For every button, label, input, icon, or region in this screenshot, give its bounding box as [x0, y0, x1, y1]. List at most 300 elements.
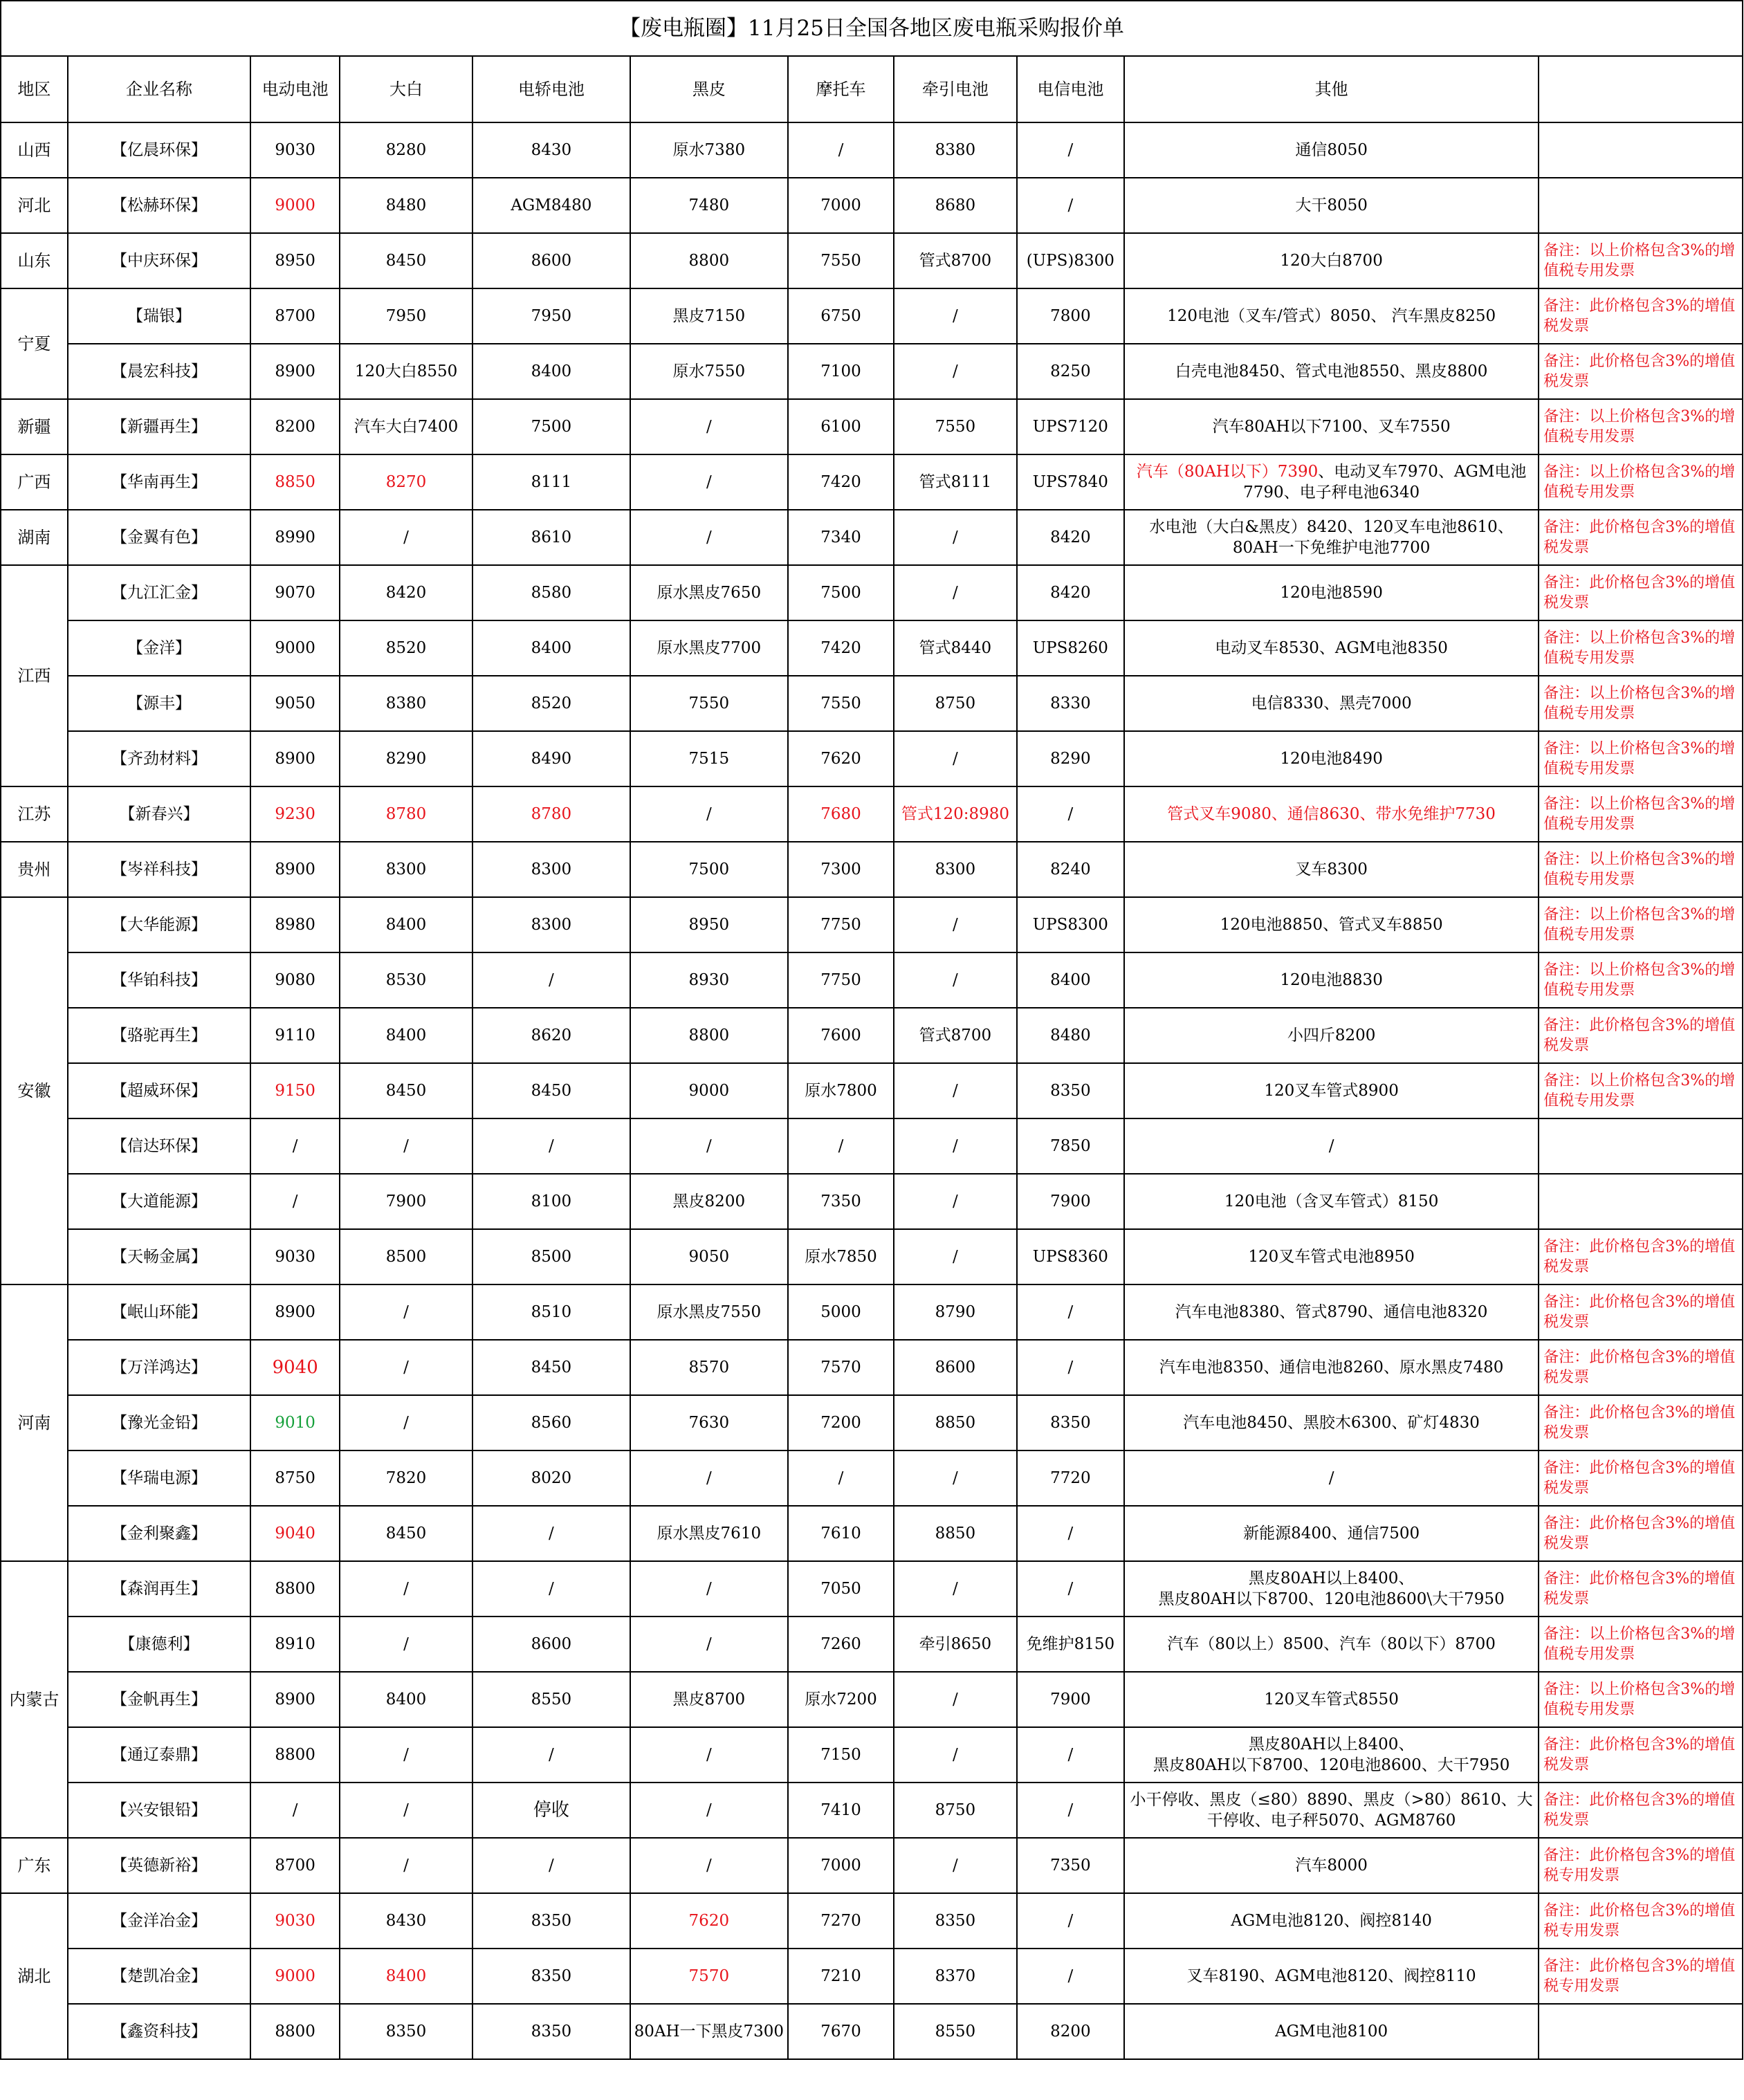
- e-bike-price-cell: /: [250, 1174, 340, 1229]
- table-row: [1, 454, 1743, 510]
- telecom-price-cell: 8480: [1017, 1008, 1124, 1063]
- motorcycle-price-cell: 5000: [788, 1284, 894, 1340]
- other-price-cell: 汽车8000: [1124, 1838, 1539, 1893]
- white-price-cell: /: [340, 1118, 472, 1174]
- white-price-cell: 8300: [340, 842, 472, 897]
- table-row: [1, 344, 1743, 399]
- table-row: [1, 1340, 1743, 1395]
- white-price-cell: /: [340, 1727, 472, 1783]
- traction-price-cell: /: [894, 510, 1017, 565]
- table-row: [1, 288, 1743, 344]
- other-price-cell: AGM电池8100: [1124, 2004, 1539, 2059]
- other-price-cell: 120电池8830: [1124, 952, 1539, 1008]
- table-row: [1, 233, 1743, 288]
- telecom-price-cell: 8420: [1017, 565, 1124, 620]
- white-price-cell: 8450: [340, 233, 472, 288]
- other-price-cell: 管式叉车9080、通信8630、带水免维护7730: [1124, 786, 1539, 842]
- motorcycle-price-cell: 7410: [788, 1783, 894, 1838]
- traction-price-cell: 8600: [894, 1340, 1017, 1395]
- e-bike-price-cell: 8800: [250, 1561, 340, 1617]
- region-cell: 山西: [1, 122, 68, 178]
- e-bike-price-cell: 8980: [250, 897, 340, 952]
- header-note: [1539, 56, 1743, 122]
- traction-price-cell: /: [894, 1838, 1017, 1893]
- company-cell: 【华铂科技】: [68, 952, 250, 1008]
- e-car-price-cell: 8100: [472, 1174, 630, 1229]
- white-price-cell: 8780: [340, 786, 472, 842]
- traction-price-cell: 8350: [894, 1893, 1017, 1949]
- motorcycle-price-cell: 7500: [788, 565, 894, 620]
- motorcycle-price-cell: /: [788, 1118, 894, 1174]
- note-cell: 备注：此价格包含3%的增值税专用发票: [1539, 1893, 1743, 1949]
- white-price-cell: /: [340, 510, 472, 565]
- e-car-price-cell: 8300: [472, 897, 630, 952]
- white-price-cell: /: [340, 1395, 472, 1450]
- company-cell: 【大华能源】: [68, 897, 250, 952]
- black-case-price-cell: 8800: [630, 1008, 788, 1063]
- company-cell: 【通辽泰鼎】: [68, 1727, 250, 1783]
- header-company: 企业名称: [68, 56, 250, 122]
- note-cell: 备注：以上价格包含3%的增值税专用发票: [1539, 842, 1743, 897]
- e-bike-price-cell: 8910: [250, 1617, 340, 1672]
- white-price-cell: 8430: [340, 1893, 472, 1949]
- motorcycle-price-cell: 原水7850: [788, 1229, 894, 1284]
- traction-price-cell: 8790: [894, 1284, 1017, 1340]
- black-case-price-cell: /: [630, 399, 788, 454]
- e-car-price-cell: 7500: [472, 399, 630, 454]
- white-price-cell: 汽车大白7400: [340, 399, 472, 454]
- telecom-price-cell: /: [1017, 1340, 1124, 1395]
- e-car-price-cell: /: [472, 1838, 630, 1893]
- e-car-price-cell: 7950: [472, 288, 630, 344]
- white-price-cell: 120大白8550: [340, 344, 472, 399]
- e-bike-price-cell: /: [250, 1118, 340, 1174]
- telecom-price-cell: /: [1017, 1506, 1124, 1561]
- other-price-cell: 通信8050: [1124, 122, 1539, 178]
- note-cell: 备注：以上价格包含3%的增值税专用发票: [1539, 1672, 1743, 1727]
- note-cell: 备注：此价格包含3%的增值税发票: [1539, 344, 1743, 399]
- e-car-price-cell: 8020: [472, 1450, 630, 1506]
- e-bike-price-cell: 9040: [250, 1506, 340, 1561]
- motorcycle-price-cell: 7000: [788, 1838, 894, 1893]
- note-cell: 备注：以上价格包含3%的增值税专用发票: [1539, 1617, 1743, 1672]
- white-price-cell: 8400: [340, 1008, 472, 1063]
- e-car-price-cell: 8400: [472, 620, 630, 676]
- e-car-price-cell: 8600: [472, 1617, 630, 1672]
- white-price-cell: /: [340, 1783, 472, 1838]
- note-cell: [1539, 178, 1743, 233]
- table-row: [1, 510, 1743, 565]
- other-price-cell: 汽车电池8380、管式8790、通信电池8320: [1124, 1284, 1539, 1340]
- region-cell: 宁夏: [1, 288, 68, 399]
- e-car-price-cell: 8620: [472, 1008, 630, 1063]
- table-row: [1, 1838, 1743, 1893]
- black-case-price-cell: /: [630, 1727, 788, 1783]
- white-price-cell: 8520: [340, 620, 472, 676]
- table-row: [1, 1561, 1743, 1617]
- traction-price-cell: 8750: [894, 676, 1017, 731]
- region-cell: 湖南: [1, 510, 68, 565]
- table-row: [1, 178, 1743, 233]
- motorcycle-price-cell: 7600: [788, 1008, 894, 1063]
- note-cell: 备注：此价格包含3%的增值税发票: [1539, 1340, 1743, 1395]
- white-price-cell: 8500: [340, 1229, 472, 1284]
- table-row: [1, 1893, 1743, 1949]
- traction-price-cell: /: [894, 1118, 1017, 1174]
- motorcycle-price-cell: /: [788, 1450, 894, 1506]
- company-cell: 【齐劲材料】: [68, 731, 250, 786]
- e-bike-price-cell: 9230: [250, 786, 340, 842]
- table-row: [1, 620, 1743, 676]
- black-case-price-cell: /: [630, 1561, 788, 1617]
- traction-price-cell: /: [894, 344, 1017, 399]
- table-row: [1, 1949, 1743, 2004]
- e-bike-price-cell: 9070: [250, 565, 340, 620]
- other-price-cell: 120叉车管式8900: [1124, 1063, 1539, 1118]
- e-car-price-cell: 8500: [472, 1229, 630, 1284]
- telecom-price-cell: /: [1017, 178, 1124, 233]
- region-cell: 内蒙古: [1, 1561, 68, 1838]
- motorcycle-price-cell: 7270: [788, 1893, 894, 1949]
- traction-price-cell: 管式120:8980: [894, 786, 1017, 842]
- motorcycle-price-cell: 7050: [788, 1561, 894, 1617]
- white-price-cell: 8480: [340, 178, 472, 233]
- e-bike-price-cell: 8800: [250, 2004, 340, 2059]
- traction-price-cell: /: [894, 1561, 1017, 1617]
- white-price-cell: /: [340, 1838, 472, 1893]
- other-price-cell: 小干停收、黑皮（≤80）8890、黑皮（>80）8610、大干停收、电子秤5070、AGM8760: [1124, 1783, 1539, 1838]
- motorcycle-price-cell: 7420: [788, 454, 894, 510]
- company-cell: 【骆驼再生】: [68, 1008, 250, 1063]
- other-price-cell: /: [1124, 1118, 1539, 1174]
- telecom-price-cell: 7900: [1017, 1174, 1124, 1229]
- traction-price-cell: /: [894, 1450, 1017, 1506]
- traction-price-cell: 8300: [894, 842, 1017, 897]
- black-case-price-cell: 80AH一下黑皮7300: [630, 2004, 788, 2059]
- black-case-price-cell: 8800: [630, 233, 788, 288]
- company-cell: 【松赫环保】: [68, 178, 250, 233]
- e-car-price-cell: 8350: [472, 1893, 630, 1949]
- white-price-cell: 8290: [340, 731, 472, 786]
- telecom-price-cell: 7350: [1017, 1838, 1124, 1893]
- e-bike-price-cell: 9000: [250, 1949, 340, 2004]
- motorcycle-price-cell: 7260: [788, 1617, 894, 1672]
- table-row: [1, 1229, 1743, 1284]
- white-price-cell: 8420: [340, 565, 472, 620]
- e-bike-price-cell: 9030: [250, 1229, 340, 1284]
- region-cell: 河北: [1, 178, 68, 233]
- note-cell: 备注：此价格包含3%的增值税专用发票: [1539, 1949, 1743, 2004]
- white-price-cell: 7900: [340, 1174, 472, 1229]
- motorcycle-price-cell: 7670: [788, 2004, 894, 2059]
- other-price-cell: 黑皮80AH以上8400、 黑皮80AH以下8700、120电池8600、大干7950: [1124, 1727, 1539, 1783]
- white-price-cell: /: [340, 1561, 472, 1617]
- motorcycle-price-cell: 原水7800: [788, 1063, 894, 1118]
- company-cell: 【大道能源】: [68, 1174, 250, 1229]
- header-traction-battery: 牵引电池: [894, 56, 1017, 122]
- company-cell: 【超威环保】: [68, 1063, 250, 1118]
- black-case-price-cell: 原水7550: [630, 344, 788, 399]
- e-bike-price-cell: 8700: [250, 1838, 340, 1893]
- telecom-price-cell: /: [1017, 1893, 1124, 1949]
- black-case-price-cell: 7550: [630, 676, 788, 731]
- e-bike-price-cell: 8900: [250, 1672, 340, 1727]
- telecom-price-cell: 8240: [1017, 842, 1124, 897]
- e-bike-price-cell: 8700: [250, 288, 340, 344]
- motorcycle-price-cell: /: [788, 122, 894, 178]
- company-cell: 【中庆环保】: [68, 233, 250, 288]
- traction-price-cell: /: [894, 1229, 1017, 1284]
- telecom-price-cell: 8330: [1017, 676, 1124, 731]
- e-bike-price-cell: 8750: [250, 1450, 340, 1506]
- other-price-cell: 汽车80AH以下7100、叉车7550: [1124, 399, 1539, 454]
- telecom-price-cell: /: [1017, 1727, 1124, 1783]
- note-cell: [1539, 2004, 1743, 2059]
- region-cell: 安徽: [1, 897, 68, 1284]
- black-case-price-cell: 8950: [630, 897, 788, 952]
- telecom-price-cell: 8350: [1017, 1395, 1124, 1450]
- company-cell: 【康德利】: [68, 1617, 250, 1672]
- motorcycle-price-cell: 7340: [788, 510, 894, 565]
- traction-price-cell: /: [894, 1727, 1017, 1783]
- telecom-price-cell: 免维护8150: [1017, 1617, 1124, 1672]
- other-price-cell: 新能源8400、通信7500: [1124, 1506, 1539, 1561]
- table-row: [1, 1727, 1743, 1783]
- e-car-price-cell: 8490: [472, 731, 630, 786]
- motorcycle-price-cell: 7610: [788, 1506, 894, 1561]
- e-car-price-cell: 8350: [472, 1949, 630, 2004]
- white-price-cell: 8450: [340, 1063, 472, 1118]
- e-car-price-cell: 8780: [472, 786, 630, 842]
- other-price-cell: 汽车电池8350、通信电池8260、原水黑皮7480: [1124, 1340, 1539, 1395]
- company-cell: 【新疆再生】: [68, 399, 250, 454]
- other-price-cell: 120电池8590: [1124, 565, 1539, 620]
- table-row: [1, 897, 1743, 952]
- header-e-car-battery: 电轿电池: [472, 56, 630, 122]
- other-price-cell: 白壳电池8450、管式电池8550、黑皮8800: [1124, 344, 1539, 399]
- black-case-price-cell: 7620: [630, 1893, 788, 1949]
- note-cell: 备注：以上价格包含3%的增值税专用发票: [1539, 676, 1743, 731]
- company-cell: 【楚凯冶金】: [68, 1949, 250, 2004]
- other-price-cell: 电信8330、黑壳7000: [1124, 676, 1539, 731]
- traction-price-cell: 8550: [894, 2004, 1017, 2059]
- company-cell: 【森润再生】: [68, 1561, 250, 1617]
- black-case-price-cell: 7630: [630, 1395, 788, 1450]
- black-case-price-cell: 原水7380: [630, 122, 788, 178]
- telecom-price-cell: 8200: [1017, 2004, 1124, 2059]
- traction-price-cell: 管式8700: [894, 1008, 1017, 1063]
- traction-price-cell: 管式8440: [894, 620, 1017, 676]
- table-row: [1, 1450, 1743, 1506]
- region-cell: 江苏: [1, 786, 68, 842]
- page-title: 【废电瓶圈】11月25日全国各地区废电瓶采购报价单: [1, 1, 1743, 56]
- e-car-price-cell: /: [472, 1727, 630, 1783]
- other-price-cell: 汽车电池8450、黑胶木6300、矿灯4830: [1124, 1395, 1539, 1450]
- motorcycle-price-cell: 7100: [788, 344, 894, 399]
- traction-price-cell: /: [894, 731, 1017, 786]
- table-row: [1, 399, 1743, 454]
- white-price-cell: 8270: [340, 454, 472, 510]
- note-cell: 备注：此价格包含3%的增值税发票: [1539, 1008, 1743, 1063]
- e-bike-price-cell: 9030: [250, 122, 340, 178]
- black-case-price-cell: 7570: [630, 1949, 788, 2004]
- company-cell: 【金洋冶金】: [68, 1893, 250, 1949]
- traction-price-cell: /: [894, 1174, 1017, 1229]
- telecom-price-cell: 7900: [1017, 1672, 1124, 1727]
- other-price-cell: 120叉车管式8550: [1124, 1672, 1539, 1727]
- table-row: [1, 731, 1743, 786]
- telecom-price-cell: 8290: [1017, 731, 1124, 786]
- company-cell: 【金翼有色】: [68, 510, 250, 565]
- black-case-price-cell: /: [630, 1838, 788, 1893]
- traction-price-cell: 管式8700: [894, 233, 1017, 288]
- company-cell: 【华南再生】: [68, 454, 250, 510]
- traction-price-cell: /: [894, 897, 1017, 952]
- white-price-cell: 8400: [340, 897, 472, 952]
- black-case-price-cell: 9000: [630, 1063, 788, 1118]
- header-black-case: 黑皮: [630, 56, 788, 122]
- note-cell: 备注：以上价格包含3%的增值税专用发票: [1539, 731, 1743, 786]
- black-case-price-cell: /: [630, 510, 788, 565]
- e-bike-price-cell: 8900: [250, 1284, 340, 1340]
- telecom-price-cell: 8250: [1017, 344, 1124, 399]
- header-other: 其他: [1124, 56, 1539, 122]
- note-cell: 备注：此价格包含3%的增值税发票: [1539, 565, 1743, 620]
- motorcycle-price-cell: 7150: [788, 1727, 894, 1783]
- motorcycle-price-cell: 6750: [788, 288, 894, 344]
- telecom-price-cell: UPS8260: [1017, 620, 1124, 676]
- white-price-cell: 8530: [340, 952, 472, 1008]
- telecom-price-cell: 8400: [1017, 952, 1124, 1008]
- e-car-price-cell: 8350: [472, 2004, 630, 2059]
- e-car-price-cell: 8300: [472, 842, 630, 897]
- table-row: [1, 676, 1743, 731]
- e-bike-price-cell: 9030: [250, 1893, 340, 1949]
- company-cell: 【天畅金属】: [68, 1229, 250, 1284]
- telecom-price-cell: 7720: [1017, 1450, 1124, 1506]
- other-price-cell: 120电池8490: [1124, 731, 1539, 786]
- note-cell: 备注：以上价格包含3%的增值税专用发票: [1539, 233, 1743, 288]
- header-region: 地区: [1, 56, 68, 122]
- telecom-price-cell: /: [1017, 122, 1124, 178]
- company-cell: 【兴安银铅】: [68, 1783, 250, 1838]
- note-cell: 备注：此价格包含3%的增值税发票: [1539, 1229, 1743, 1284]
- table-row: [1, 1174, 1743, 1229]
- e-car-price-cell: 8450: [472, 1340, 630, 1395]
- company-cell: 【豫光金铅】: [68, 1395, 250, 1450]
- traction-price-cell: /: [894, 1672, 1017, 1727]
- white-price-cell: 8280: [340, 122, 472, 178]
- other-price-cell: 小四斤8200: [1124, 1008, 1539, 1063]
- company-cell: 【华瑞电源】: [68, 1450, 250, 1506]
- e-bike-price-cell: 9000: [250, 620, 340, 676]
- table-row: [1, 1008, 1743, 1063]
- white-price-cell: /: [340, 1617, 472, 1672]
- note-cell: 备注：以上价格包含3%的增值税专用发票: [1539, 786, 1743, 842]
- company-cell: 【万洋鸿达】: [68, 1340, 250, 1395]
- telecom-price-cell: 8350: [1017, 1063, 1124, 1118]
- telecom-price-cell: /: [1017, 1284, 1124, 1340]
- e-bike-price-cell: 9150: [250, 1063, 340, 1118]
- header-e-bike-battery: 电动电池: [250, 56, 340, 122]
- e-car-price-cell: 8450: [472, 1063, 630, 1118]
- black-case-price-cell: 7480: [630, 178, 788, 233]
- other-price-cell: 汽车（80以上）8500、汽车（80以下）8700: [1124, 1617, 1539, 1672]
- region-cell: 江西: [1, 565, 68, 786]
- black-case-price-cell: 7500: [630, 842, 788, 897]
- white-price-cell: /: [340, 1284, 472, 1340]
- traction-price-cell: 7550: [894, 399, 1017, 454]
- table-row: [1, 786, 1743, 842]
- black-case-price-cell: /: [630, 1118, 788, 1174]
- company-cell: 【源丰】: [68, 676, 250, 731]
- e-bike-price-cell: 9080: [250, 952, 340, 1008]
- white-price-cell: 8450: [340, 1506, 472, 1561]
- black-case-price-cell: 黑皮7150: [630, 288, 788, 344]
- note-cell: 备注：以上价格包含3%的增值税专用发票: [1539, 897, 1743, 952]
- company-cell: 【金帆再生】: [68, 1672, 250, 1727]
- black-case-price-cell: 8930: [630, 952, 788, 1008]
- other-price-cell: 水电池（大白&黑皮）8420、120叉车电池8610、80AH一下免维护电池7700: [1124, 510, 1539, 565]
- motorcycle-price-cell: 7420: [788, 620, 894, 676]
- highlighted-price: 汽车（80AH以下）7390: [1136, 463, 1319, 481]
- note-cell: 备注：以上价格包含3%的增值税专用发票: [1539, 952, 1743, 1008]
- black-case-price-cell: 黑皮8200: [630, 1174, 788, 1229]
- motorcycle-price-cell: 7750: [788, 897, 894, 952]
- company-cell: 【金利聚鑫】: [68, 1506, 250, 1561]
- motorcycle-price-cell: 原水7200: [788, 1672, 894, 1727]
- table-row: [1, 1672, 1743, 1727]
- motorcycle-price-cell: 7570: [788, 1340, 894, 1395]
- motorcycle-price-cell: 7350: [788, 1174, 894, 1229]
- region-cell: 广西: [1, 454, 68, 510]
- black-case-price-cell: 8570: [630, 1340, 788, 1395]
- motorcycle-price-cell: 7000: [788, 178, 894, 233]
- black-case-price-cell: /: [630, 1450, 788, 1506]
- traction-price-cell: /: [894, 288, 1017, 344]
- note-cell: 备注：以上价格包含3%的增值税专用发票: [1539, 399, 1743, 454]
- table-row: [1, 2004, 1743, 2059]
- e-car-price-cell: 8520: [472, 676, 630, 731]
- note-cell: 备注：此价格包含3%的增值税发票: [1539, 1727, 1743, 1783]
- telecom-price-cell: UPS8360: [1017, 1229, 1124, 1284]
- note-cell: 备注：此价格包含3%的增值税发票: [1539, 510, 1743, 565]
- black-case-price-cell: 9050: [630, 1229, 788, 1284]
- motorcycle-price-cell: 7200: [788, 1395, 894, 1450]
- company-cell: 【晨宏科技】: [68, 344, 250, 399]
- note-cell: 备注：此价格包含3%的增值税发票: [1539, 1284, 1743, 1340]
- note-cell: 备注：此价格包含3%的增值税发票: [1539, 288, 1743, 344]
- e-bike-price-cell: 9000: [250, 178, 340, 233]
- motorcycle-price-cell: 7210: [788, 1949, 894, 2004]
- other-price-cell: 120电池8850、管式叉车8850: [1124, 897, 1539, 952]
- e-bike-price-cell: 8900: [250, 344, 340, 399]
- table-row: [1, 842, 1743, 897]
- motorcycle-price-cell: 7550: [788, 233, 894, 288]
- white-price-cell: 7820: [340, 1450, 472, 1506]
- traction-price-cell: /: [894, 1063, 1017, 1118]
- region-cell: 广东: [1, 1838, 68, 1893]
- header-row: [1, 56, 1743, 122]
- white-price-cell: 8400: [340, 1949, 472, 2004]
- e-car-price-cell: 8580: [472, 565, 630, 620]
- telecom-price-cell: (UPS)8300: [1017, 233, 1124, 288]
- table-row: [1, 565, 1743, 620]
- e-car-price-cell: 停收: [472, 1783, 630, 1838]
- table-row: [1, 952, 1743, 1008]
- e-bike-price-cell: /: [250, 1783, 340, 1838]
- traction-price-cell: 8850: [894, 1506, 1017, 1561]
